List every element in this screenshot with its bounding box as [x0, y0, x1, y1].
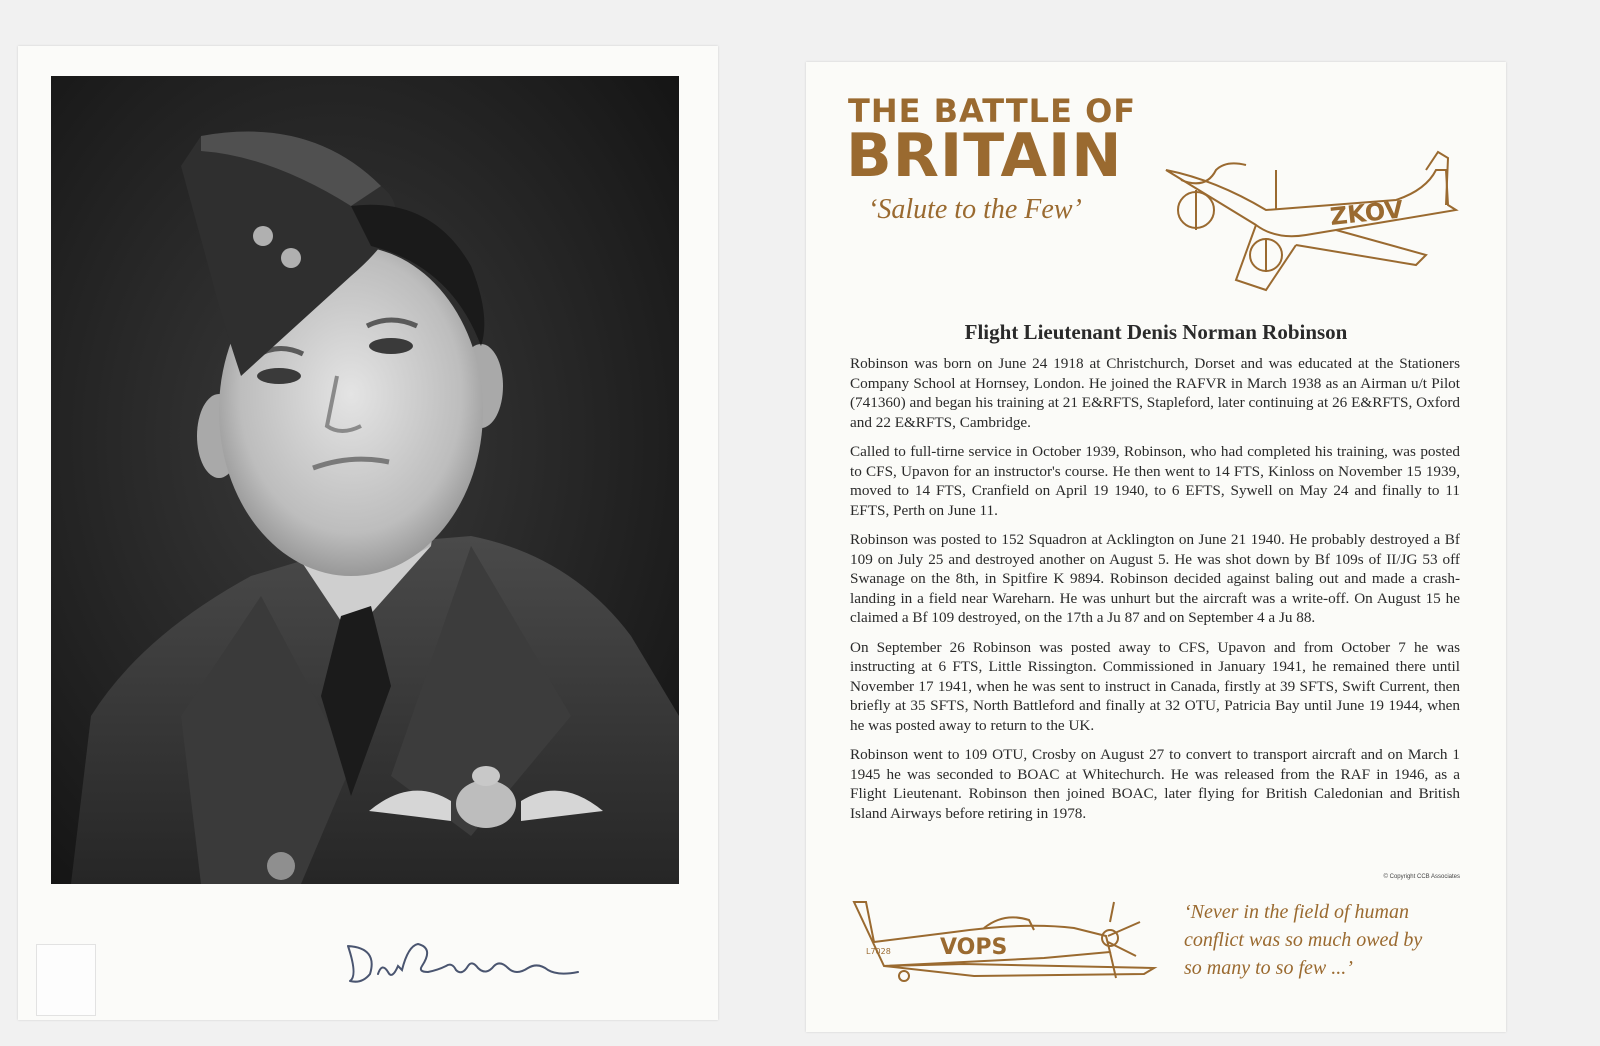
biography-card	[806, 62, 1506, 1032]
header-subtitle: ‘Salute to the Few’	[868, 194, 1082, 225]
tape-piece	[36, 944, 96, 1016]
signature	[338, 926, 598, 996]
bomber-illustration	[1156, 150, 1466, 300]
bio-paragraph-3: Robinson was posted to 152 Squadron at Acklington on June 21 1940. He probably destroyed a Bf 109 on July 25 and destroyed another on August 5. He was shot down by Bf 109s of II/JG 53 off Swanage on the 8th, in Spitfire K 9894. Robinson decided against baling out and made a crash-landing in a field near Wareharn. He was unhurt but the aircraft was a write-off. On August 15 he claimed a Bf 109 destroyed, on the 17th a Ju 87 and on September 4 a Ju 88.	[850, 531, 1460, 626]
bomber-code: ZKOV	[1328, 195, 1405, 231]
portrait-illustration	[51, 76, 679, 884]
spitfire-illustration	[844, 892, 1164, 984]
biography-text	[850, 354, 1460, 833]
spitfire-code: VOPS	[940, 935, 1008, 960]
quote-line-3: so many to so few ...’	[1184, 957, 1353, 979]
portrait-photo	[51, 76, 679, 884]
bio-paragraph-5: Robinson went to 109 OTU, Crosby on August 27 to convert to transport aircraft and on March 1 1945 he was seconded to BOAC at Whitechurch. He was released from the RAF in 1946, as a Flight Lieutenant. Robinson then joined BOAC, later flying for British Caledonian and British Island Airways before retiring in 1978.	[850, 746, 1460, 822]
quote-line-1: ‘Never in the field of human	[1184, 901, 1409, 923]
bio-paragraph-4: On September 26 Robinson was posted away to CFS, Upavon and from October 7 he was instructing at 6 FTS, Little Rissington. Commissioned in January 1941, he remained there until November 17 1941, when he was sent to instruct in Canada, firstly at 39 SFTS, Swift Current, then briefly at 35 SFTS, North Battleford and finally at 32 OTU, Patricia Bay until June 19 1944, when he was posted away to return to the UK.	[850, 638, 1460, 734]
portrait-card	[18, 46, 718, 1020]
header-title: BRITAIN	[846, 121, 1123, 191]
bio-paragraph-2: Called to full-tirne service in October 1939, Robinson, who had completed his training, was posted to CFS, Upavon for an instructor's course. He then went to 14 FTS, Kinloss on November 15 1939, moved to 14 FTS, Cranfield on April 19 1940, to 6 EFTS, Sywell on May 24 and finally to 11 EFTS, Perth on June 11.	[850, 443, 1460, 519]
header-line1: THE BATTLE OF	[848, 92, 1137, 130]
bio-paragraph-1: Robinson was born on June 24 1918 at Christchurch, Dorset and was educated at the Stationers Company School at Hornsey, London. He joined the RAFVR in March 1938 as an Airman u/t Pilot (741360) and began his training at 21 E&RFTS, Stapleford, later continuing at 26 E&RFTS, Oxford and 22 E&RFTS, Cambridge.	[850, 355, 1460, 431]
spitfire-serial: L7028	[866, 947, 891, 956]
churchill-quote	[1184, 898, 1484, 982]
bio-title: Flight Lieutenant Denis Norman Robinson	[964, 320, 1348, 344]
quote-line-2: conflict was so much owed by	[1184, 929, 1423, 951]
copyright-notice: © Copyright CCB Associates	[1383, 874, 1460, 880]
